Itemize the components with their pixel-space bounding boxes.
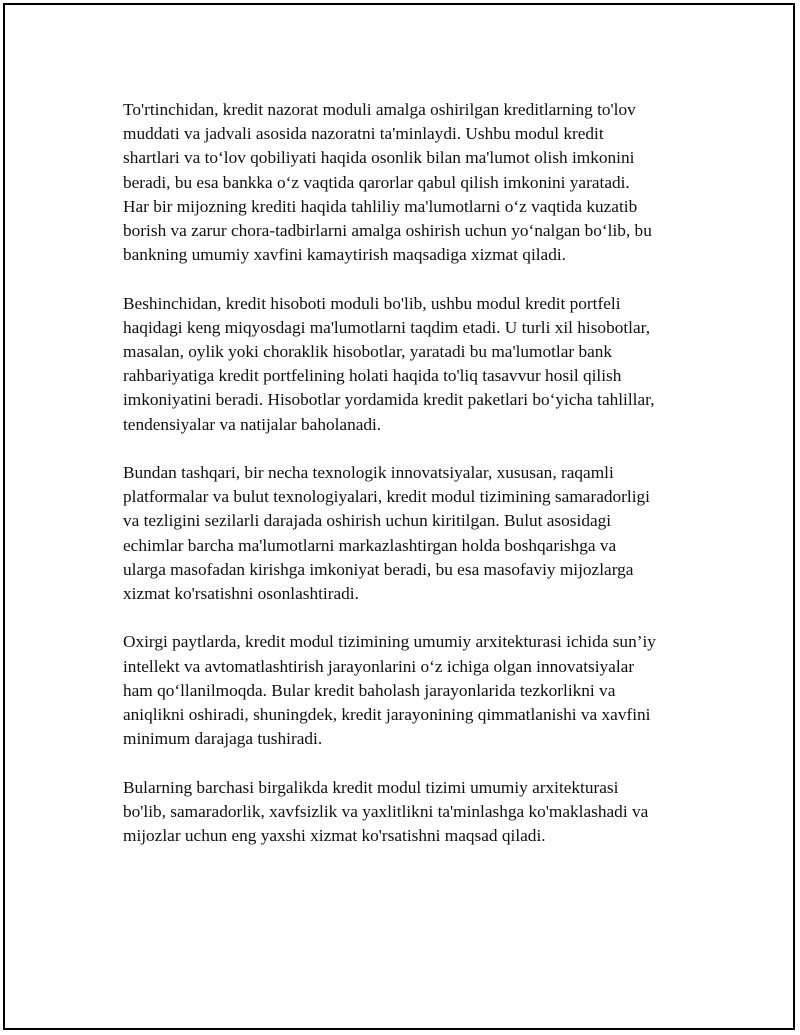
page-frame (3, 3, 795, 1030)
paragraph-technological-innovations: Bundan tashqari, bir necha texnologik innovatsiyalar, xususan, raqamli platformalar va bulut texnologiyalari, kredit modul tizimining samaradorligi va tezligini sezilarli darajada oshirish uchun kiritilgan. Bulut asosidagi echimlar barcha ma'lumotlarni markazlashtirgan holda boshqarishga va ularga masofadan kirishga imkoniyat beradi, bu esa masofaviy mijozlarga xizmat ko'rsatishni osonlashtiradi. (123, 463, 650, 604)
paragraph-conclusion: Bularning barchasi birgalikda kredit modul tizimi umumiy arxitekturasi bo'lib, samaradorlik, xavfsizlik va yaxlitlikni ta'minlashga ko'maklashadi va mijozlar uchun eng yaxshi xizmat ko'rsatishni maqsad qiladi. (123, 777, 649, 846)
paragraph-ai-automation: Oxirgi paytlarda, kredit modul tizimining umumiy arxitekturasi ichida sun’iy intellekt va avtomatlashtirish jarayonlarini o‘z ichiga olgan innovatsiyalar ham qo‘llanilmoqda. Bular kredit baholash jarayonlarida tezkorlikni va aniqlikni oshiradi, shuningdek, kredit jarayonining qimmatlanishi va xavfini minimum darajaga tushiradi. (123, 632, 656, 749)
paragraph-credit-control-module: To'rtinchidan, kredit nazorat moduli amalga oshirilgan kreditlarning to'lov muddati va jadvali asosida nazoratni ta'minlaydi. Ushbu modul kredit shartlari va to‘lov qobiliyati haqida osonlik bilan ma'lumot olish imkonini beradi, bu esa bankka o‘z vaqtida qarorlar qabul qilish imkonini yaratadi. Har bir mijozning krediti haqida tahliliy ma'lumotlarni o‘z vaqtida kuzatib borish va zarur chora-tadbirlarni amalga oshirish uchun yo‘nalgan bo‘lib, bu bankning umumiy xavfini kamaytirish maqsadiga xizmat qiladi. (123, 100, 652, 265)
paragraph-credit-reporting-module: Beshinchidan, kredit hisoboti moduli bo'lib, ushbu modul kredit portfeli haqidagi keng miqyosdagi ma'lumotlarni taqdim etadi. U turli xil hisobotlar, masalan, oylik yoki choraklik hisobotlar, yaratadi bu ma'lumotlar bank rahbariyatiga kredit portfelining holati haqida to'liq tasavvur hosil qilish imkoniyatini beradi. Hisobotlar yordamida kredit paketlari bo‘yicha tahlillar, tendensiyalar va natijalar baholanadi. (123, 293, 655, 434)
document-body (123, 98, 703, 872)
